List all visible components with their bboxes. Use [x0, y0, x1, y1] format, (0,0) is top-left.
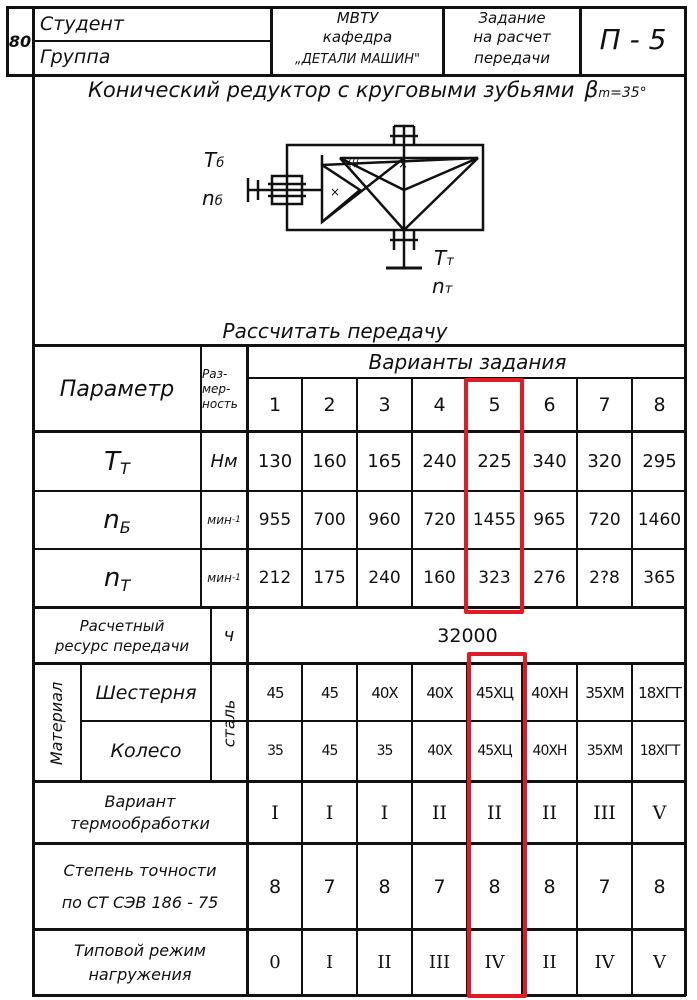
dim-header-line-1: Раз-: [202, 366, 228, 381]
nt-value-2: 175: [313, 568, 346, 588]
task-line-3: передачи: [474, 49, 550, 67]
nt-value-7: 2?8: [589, 568, 620, 588]
heat-variant-1: I: [271, 801, 279, 824]
load-label-2: нагружения: [88, 965, 192, 984]
wheel-material-7: 35ХМ: [586, 743, 623, 759]
gear-material-8: 18ХГТ: [638, 683, 681, 702]
nb-value-3: 960: [368, 510, 401, 530]
tt-value-7: 320: [587, 451, 622, 472]
nt-value-6: 276: [533, 568, 566, 588]
heat-label-1: Вариант: [104, 792, 176, 811]
resource-label-2: ресурс передачи: [54, 637, 190, 655]
output-torque-subscript: т: [446, 254, 454, 269]
input-torque-symbol: T: [204, 148, 217, 172]
resource-value: 32000: [437, 624, 498, 647]
nt-label: n Т: [103, 563, 131, 595]
tt-value-6: 340: [532, 451, 567, 472]
accuracy-grade-3: 8: [378, 875, 391, 898]
tt-unit: Нм: [210, 451, 238, 472]
load-mode-6: II: [542, 952, 557, 973]
heat-variant-5: II: [486, 801, 502, 824]
nt-value-5: 323: [478, 568, 511, 588]
heat-variant-8: V: [652, 801, 667, 824]
gear-material-4: 40Х: [426, 683, 453, 702]
variant-number-6: 6: [543, 393, 556, 416]
gearbox-title: Конический редуктор с круговыми зубьями: [88, 78, 575, 102]
beta-subscript: m: [598, 86, 611, 100]
material-group-label: Материал: [47, 681, 67, 765]
variant-number-2: 2: [323, 393, 336, 416]
variants-header: Варианты задания: [368, 350, 567, 374]
svg-text:×: ×: [330, 185, 341, 199]
load-mode-2: I: [325, 952, 334, 973]
nt-unit: мин -1: [207, 571, 241, 585]
nb-value-6: 965: [533, 510, 566, 530]
load-mode-3: II: [377, 952, 392, 973]
nb-unit: мин -1: [207, 513, 241, 527]
accuracy-grade-8: 8: [653, 875, 666, 898]
wheel-material-1: 35: [267, 743, 283, 759]
param-header: Параметр: [59, 376, 175, 402]
nt-value-4: 160: [423, 568, 456, 588]
variant-number-5: 5: [488, 393, 501, 416]
beta-value: =35°: [610, 85, 647, 101]
variant-number-1: 1: [268, 393, 282, 416]
svg-text:×: ×: [398, 157, 409, 171]
accuracy-label-2: по СТ СЭВ 186 - 75: [61, 893, 219, 912]
wheel-material-3: 35: [376, 743, 393, 759]
output-speed-symbol: n: [432, 274, 445, 298]
load-label-1: Типовой режим: [73, 941, 206, 960]
heat-variant-7: III: [593, 801, 616, 824]
wheel-material-5: 45ХЦ: [477, 743, 512, 759]
subtitle: Рассчитать передачу: [222, 319, 448, 343]
heat-variant-2: I: [325, 801, 334, 824]
heat-variant-3: I: [380, 801, 389, 824]
variant-5-highlight-upper: [464, 378, 524, 614]
gear-material-6: 40ХН: [531, 683, 568, 702]
org-line-2: кафедра: [322, 28, 393, 46]
task-code: П - 5: [599, 22, 667, 56]
accuracy-grade-5: 8: [488, 875, 501, 898]
org-line-3: „ДЕТАЛИ МАШИН": [294, 51, 421, 67]
nb-value-7: 720: [588, 510, 621, 530]
group-label: Группа: [40, 46, 111, 68]
wheel-material-6: 40ХН: [532, 743, 567, 759]
tt-value-4: 240: [422, 451, 457, 472]
accuracy-grade-4: 7: [433, 875, 446, 898]
accuracy-grade-1: 8: [268, 875, 282, 898]
task-line-2: на расчет: [473, 28, 551, 46]
gear-material-3: 40Х: [371, 683, 398, 702]
heat-label-2: термообработки: [70, 814, 210, 833]
nb-value-5: 1455: [472, 510, 517, 530]
nt-value-1: 212: [258, 568, 292, 588]
wheel-label: Колесо: [110, 740, 182, 762]
variant-number-7: 7: [598, 393, 611, 416]
gear-label: Шестерня: [95, 681, 197, 704]
tt-value-1: 130: [257, 451, 293, 472]
gear-material-7: 35ХМ: [585, 683, 624, 702]
gear-material-5: 45ХЦ: [475, 683, 513, 702]
wheel-material-8: 18ХГТ: [639, 743, 680, 759]
wheel-material-2: 45: [321, 743, 338, 759]
heat-variant-4: II: [431, 801, 447, 824]
load-mode-1: 0: [269, 952, 281, 973]
load-mode-7: IV: [594, 952, 615, 973]
output-speed-subscript: т: [444, 282, 453, 297]
accuracy-grade-7: 7: [598, 875, 611, 898]
nt-value-3: 240: [368, 568, 401, 588]
nb-value-4: 720: [423, 510, 456, 530]
material-unit: сталь: [219, 699, 239, 747]
student-label: Студент: [40, 13, 124, 35]
variant-5-highlight-lower: [467, 652, 527, 998]
resource-unit: ч: [223, 625, 235, 646]
load-mode-4: III: [428, 952, 451, 973]
tt-value-5: 225: [477, 451, 512, 472]
variant-number-8: 8: [653, 393, 666, 416]
nb-label: n Б: [103, 505, 131, 537]
input-speed-subscript: б: [214, 194, 223, 209]
nb-value-8: 1460: [637, 510, 682, 530]
input-speed-symbol: n: [202, 186, 215, 210]
nt-value-8: 365: [643, 568, 676, 588]
beta-symbol: β: [584, 78, 599, 103]
heat-variant-6: II: [541, 801, 557, 824]
tt-value-8: 295: [642, 451, 677, 472]
resource-label-1: Расчетный: [79, 617, 165, 635]
tt-value-3: 165: [367, 451, 402, 472]
nb-value-2: 700: [313, 510, 346, 530]
sheet-number: 80: [8, 31, 32, 51]
task-line-1: Задание: [478, 9, 546, 27]
gear-material-2: 45: [320, 683, 339, 702]
tt-value-2: 160: [312, 451, 347, 472]
svg-text:(((: (((: [348, 158, 360, 169]
input-torque-subscript: б: [216, 156, 225, 171]
accuracy-label-1: Степень точности: [63, 861, 217, 880]
dim-header-line-3: ность: [202, 396, 238, 411]
accuracy-grade-6: 8: [543, 875, 556, 898]
output-torque-symbol: T: [434, 246, 447, 270]
wheel-material-4: 40Х: [427, 743, 452, 759]
variant-number-4: 4: [433, 393, 446, 416]
gear-material-1: 45: [266, 683, 284, 702]
load-mode-5: IV: [484, 952, 505, 973]
org-line-1: МВТУ: [336, 9, 379, 27]
nb-value-1: 955: [258, 510, 292, 530]
accuracy-grade-2: 7: [323, 875, 336, 898]
dim-header-line-2: мер-: [202, 381, 231, 396]
load-mode-8: V: [653, 952, 666, 973]
variant-number-3: 3: [378, 393, 391, 416]
tt-label: T Т: [104, 446, 130, 478]
